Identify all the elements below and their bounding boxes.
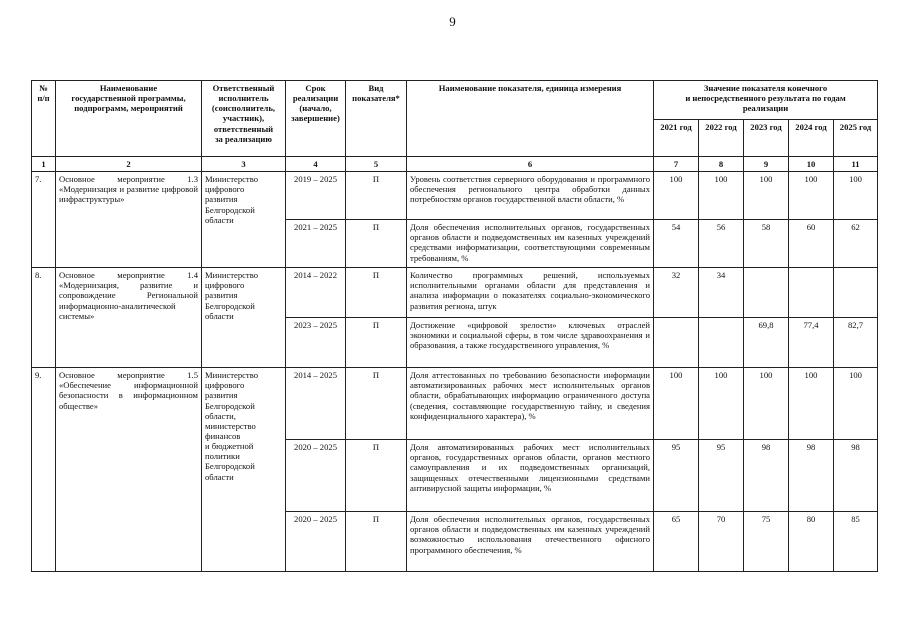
value-2021: 95 bbox=[654, 440, 699, 512]
value-2021: 54 bbox=[654, 220, 699, 268]
program-name: Основное мероприятие 1.4 «Модернизация, развитие и сопровождение Региональной информационно-аналитической системы» bbox=[56, 268, 202, 368]
value-2025 bbox=[834, 268, 878, 318]
indicator-name: Доля аттестованных по требованию безопасности информации автоматизированных рабочих мест исполнительных органов области, обрабатывающих информацию ограниченного доступа (сведения, составляющие государственную тайну, и сведения конфиденциального характера), % bbox=[407, 368, 654, 440]
indicator-type: П bbox=[346, 368, 407, 440]
program-name: Основное мероприятие 1.3 «Модернизация и развитие цифровой инфраструктуры» bbox=[56, 172, 202, 268]
column-number: 5 bbox=[346, 157, 407, 172]
indicator-name: Доля обеспечения исполнительных органов, государственных органов области и подведомственных им казенных учреждений средствами информатизации, соответствующими современным требованиям, % bbox=[407, 220, 654, 268]
header-term: Срок реализации (начало, завершение) bbox=[286, 81, 346, 157]
value-2023: 100 bbox=[744, 172, 789, 220]
value-2024 bbox=[789, 268, 834, 318]
value-2025: 62 bbox=[834, 220, 878, 268]
value-2023: 75 bbox=[744, 512, 789, 572]
value-2023: 69,8 bbox=[744, 318, 789, 368]
header-year: 2025 год bbox=[834, 120, 878, 157]
header-values: Значение показателя конечного и непосредственного результата по годам реализации bbox=[654, 81, 878, 120]
value-2025: 82,7 bbox=[834, 318, 878, 368]
header-year: 2024 год bbox=[789, 120, 834, 157]
value-2022: 100 bbox=[699, 172, 744, 220]
value-2024: 77,4 bbox=[789, 318, 834, 368]
value-2022: 100 bbox=[699, 368, 744, 440]
value-2023: 100 bbox=[744, 368, 789, 440]
value-2021: 65 bbox=[654, 512, 699, 572]
responsible-executor: Министерство цифрового развития Белгородской области bbox=[202, 172, 286, 268]
indicator-type: П bbox=[346, 440, 407, 512]
header-year: 2022 год bbox=[699, 120, 744, 157]
indicator-type: П bbox=[346, 268, 407, 318]
program-name: Основное мероприятие 1.5 «Обеспечение информационной безопасности в информационном обществе» bbox=[56, 368, 202, 572]
value-2025: 100 bbox=[834, 368, 878, 440]
term: 2014 – 2022 bbox=[286, 268, 346, 318]
value-2022 bbox=[699, 318, 744, 368]
column-number: 2 bbox=[56, 157, 202, 172]
header-no: № п/п bbox=[32, 81, 56, 157]
indicator-name: Количество программных решений, используемых исполнительными органами области для представления и анализа информации о показателях социально-экономического развития региона, штук bbox=[407, 268, 654, 318]
indicator-type: П bbox=[346, 220, 407, 268]
column-number: 9 bbox=[744, 157, 789, 172]
table-row bbox=[32, 368, 878, 440]
header-year: 2023 год bbox=[744, 120, 789, 157]
column-number: 1 bbox=[32, 157, 56, 172]
row-number: 9. bbox=[32, 368, 56, 572]
indicator-name: Уровень соответствия серверного оборудования и программного обеспечения регионального центра обработки данных потребностям органов государственной власти области, % bbox=[407, 172, 654, 220]
column-number: 8 bbox=[699, 157, 744, 172]
term: 2014 – 2025 bbox=[286, 368, 346, 440]
column-numbers-row bbox=[32, 157, 878, 172]
column-number: 7 bbox=[654, 157, 699, 172]
indicator-type: П bbox=[346, 172, 407, 220]
header-program-name: Наименование государственной программы, подпрограмм, мероприятий bbox=[56, 81, 202, 157]
value-2023: 98 bbox=[744, 440, 789, 512]
column-number: 4 bbox=[286, 157, 346, 172]
value-2021: 100 bbox=[654, 172, 699, 220]
header-row bbox=[32, 81, 878, 120]
term: 2020 – 2025 bbox=[286, 440, 346, 512]
value-2024: 100 bbox=[789, 368, 834, 440]
row-number: 8. bbox=[32, 268, 56, 368]
page-number: 9 bbox=[449, 14, 456, 29]
header-indicator-type: Вид показателя* bbox=[346, 81, 407, 157]
row-number: 7. bbox=[32, 172, 56, 268]
column-number: 6 bbox=[407, 157, 654, 172]
column-number: 3 bbox=[202, 157, 286, 172]
value-2025: 85 bbox=[834, 512, 878, 572]
value-2023 bbox=[744, 268, 789, 318]
value-2024: 98 bbox=[789, 440, 834, 512]
indicators-table bbox=[31, 80, 878, 572]
header-indicator-name: Наименование показателя, единица измерения bbox=[407, 81, 654, 157]
term: 2019 – 2025 bbox=[286, 172, 346, 220]
value-2021 bbox=[654, 318, 699, 368]
value-2024: 100 bbox=[789, 172, 834, 220]
term: 2023 – 2025 bbox=[286, 318, 346, 368]
value-2022: 56 bbox=[699, 220, 744, 268]
column-number: 11 bbox=[834, 157, 878, 172]
value-2023: 58 bbox=[744, 220, 789, 268]
value-2022: 95 bbox=[699, 440, 744, 512]
column-number: 10 bbox=[789, 157, 834, 172]
table-row bbox=[32, 268, 878, 318]
responsible-executor: Министерство цифрового развития Белгородской области, министерство финансов и бюджетной политики Белгородской области bbox=[202, 368, 286, 572]
value-2022: 34 bbox=[699, 268, 744, 318]
indicator-name: Доля обеспечения исполнительных органов, государственных органов области и подведомственных им казенных учреждений возможностью использования отечественного офисного программного обеспечения, % bbox=[407, 512, 654, 572]
header-responsible: Ответственный исполнитель (соисполнитель, участник), ответственный за реализацию bbox=[202, 81, 286, 157]
indicator-type: П bbox=[346, 512, 407, 572]
responsible-executor: Министерство цифрового развития Белгородской области bbox=[202, 268, 286, 368]
value-2021: 100 bbox=[654, 368, 699, 440]
header-year: 2021 год bbox=[654, 120, 699, 157]
value-2024: 80 bbox=[789, 512, 834, 572]
indicator-type: П bbox=[346, 318, 407, 368]
indicator-name: Достижение «цифровой зрелости» ключевых отраслей экономики и социальной сферы, в том числе здравоохранения и образования, а также государственного управления, % bbox=[407, 318, 654, 368]
term: 2021 – 2025 bbox=[286, 220, 346, 268]
indicator-name: Доля автоматизированных рабочих мест исполнительных органов, государственных органов области, органов местного самоуправления и их подведомственных организаций, защищенных отечественными лицензионными средствами антивирусной защиты информации, % bbox=[407, 440, 654, 512]
table-row bbox=[32, 172, 878, 220]
value-2025: 100 bbox=[834, 172, 878, 220]
value-2022: 70 bbox=[699, 512, 744, 572]
value-2024: 60 bbox=[789, 220, 834, 268]
term: 2020 – 2025 bbox=[286, 512, 346, 572]
value-2021: 32 bbox=[654, 268, 699, 318]
value-2025: 98 bbox=[834, 440, 878, 512]
